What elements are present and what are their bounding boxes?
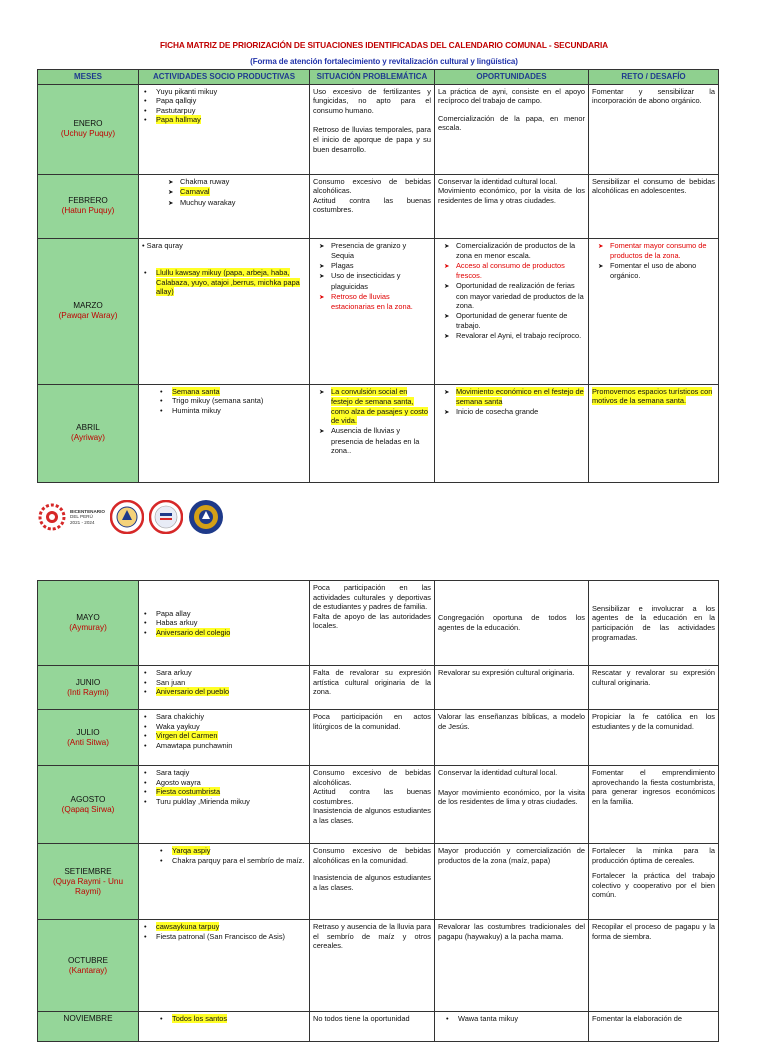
table-row	[38, 844, 719, 920]
activities-cell: • Todos los santos	[139, 1012, 310, 1042]
priority-matrix-table-part1	[37, 69, 719, 483]
challenge-cell: Sensibilizar el consumo de bebidas alcohólicas en adolescentes.	[589, 174, 719, 238]
problem-cell: ➤ Presencia de granizo y Sequia ➤ Plagas ➤ Uso de insecticidas y plaguicidas ➤ Retroso de lluvias estacionarias en la zona.	[310, 238, 435, 384]
problem-cell: Poca participación en las actividades culturales y deportivas de estudiantes y padres de familia. Falta de apoyo de las autoridades locales.	[310, 581, 435, 666]
table-row	[38, 1012, 719, 1042]
opportunities-cell: Revalorar su expresión cultural originaria.	[435, 666, 589, 710]
opportunities-cell: Conservar la identidad cultural local. Mayor movimiento económico, por la visita de los residentes de lima y otras ciudades.	[435, 766, 589, 844]
month-cell: AGOSTO (Qapaq Sirwa)	[38, 766, 139, 844]
table-row	[38, 238, 719, 384]
opportunities-cell: ➤ Comercialización de productos de la zona en menor escala. ➤ Acceso al consumo de productos frescos. ➤ Oportunidad de realización de ferias con mayor variedad de productos de la zona. ➤ Oportunidad de generar fuente de trabajo. ➤ Revalorar el Ayni, el trabajo recíproco.	[435, 238, 589, 384]
opportunities-cell: Congregación oportuna de todos los agentes de la educación.	[435, 581, 589, 666]
opportunities-cell: ➤ Movimiento económico en el festejo de semana santa ➤ Inicio de cosecha grande	[435, 384, 589, 482]
month-cell: ABRIL (Ayriway)	[38, 384, 139, 482]
month-cell: MAYO (Aymuray)	[38, 581, 139, 666]
month-cell: JULIO (Anti Sitwa)	[38, 710, 139, 766]
column-header-problem: SITUACIÓN PROBLEMÁTICA	[310, 70, 435, 85]
problem-cell: Consumo excesivo de bebidas alcohólicas. Actitud contra las buenas costumbres.	[310, 174, 435, 238]
opportunities-cell: Valorar las enseñanzas bíblicas, a modelo de Jesús.	[435, 710, 589, 766]
opportunities-cell: Conservar la identidad cultural local. Movimiento económico, por la visita de los residentes de lima y otras ciudades.	[435, 174, 589, 238]
activities-cell: • Semana santa • Trigo mikuy (semana santa) • Huminta mikuy	[139, 384, 310, 482]
month-cell: SETIEMBRE (Quya Raymi - Unu Raymi)	[38, 844, 139, 920]
column-header-months: MESES	[38, 70, 139, 85]
month-cell: NOVIEMBRE	[38, 1012, 139, 1042]
table-row	[38, 920, 719, 1012]
challenge-cell: Fomentar y sensibilizar la incorporación de abono orgánico.	[589, 84, 719, 174]
month-cell: ENERO (Uchuy Puquy)	[38, 84, 139, 174]
column-header-challenge: RETO / DESAFÍO	[589, 70, 719, 85]
table-row	[38, 710, 719, 766]
activities-cell: • Papa allay • Habas arkuy • Aniversario del colegio	[139, 581, 310, 666]
month-cell: MARZO (Pawqar Waray)	[38, 238, 139, 384]
challenge-cell: Promovemos espacios turísticos con motivos de la semana santa.	[589, 384, 719, 482]
bicentenario-text: BICENTENARIO DEL PERÚ 2021 - 2024	[70, 508, 105, 525]
table-row	[38, 384, 719, 482]
intercultural-education-icon	[149, 500, 183, 534]
activities-cell: • Sara quray • Llullu kawsay mikuy (papa, arbeja, haba, Calabaza, yuyo, atajoi ,berrus, michka papa allay)	[139, 238, 310, 384]
challenge-cell: Recopilar el proceso de pagapu y la forma de siembra.	[589, 920, 719, 1012]
month-cell: JUNIO (Inti Raymi)	[38, 666, 139, 710]
table-row	[38, 84, 719, 174]
problem-cell: Retraso y ausencia de la lluvia para el sembrío de maíz y otros cereales.	[310, 920, 435, 1012]
problem-cell: No todos tiene la oportunidad	[310, 1012, 435, 1042]
activities-cell: • Sara taqiy • Agosto wayra • Fiesta costumbrista • Turu pukllay ,Mirienda mikuy	[139, 766, 310, 844]
problem-cell: ➤ La convulsión social en festejo de semana santa, como alza de pasajes y costo de vida. ➤ Ausencia de lluvias y presencia de heladas en la zona..	[310, 384, 435, 482]
priority-matrix-table-part2	[37, 580, 719, 1042]
challenge-cell: Sensibilizar e involucrar a los agentes de la educación en la participación de las actividades programadas.	[589, 581, 719, 666]
challenge-cell: Fomentar el emprendimiento aprovechando la fiesta costumbrista, para generar ingresos económicos en la familia.	[589, 766, 719, 844]
challenge-cell: Fomentar la elaboración de	[589, 1012, 719, 1042]
problem-cell: Uso excesivo de fertilizantes y fungicidas, no apto para el consumo humano. Retroso de lluvias temporales, para el inicio de aporque de papa y su buen desarrollo.	[310, 84, 435, 174]
bicentenario-icon	[37, 502, 67, 532]
challenge-cell: Propiciar la fe católica en los estudiantes y de la comunidad.	[589, 710, 719, 766]
challenge-cell: ➤ Fomentar mayor consumo de productos de la zona. ➤ Fomentar el uso de abono orgánico.	[589, 238, 719, 384]
column-header-opportunities: OPORTUNIDADES	[435, 70, 589, 85]
activities-cell: • Yarqa aspiy • Chakra parquy para el sembrío de maíz.	[139, 844, 310, 920]
problem-cell: Consumo excesivo de bebidas alcohólicas en la comunidad. Inasistencia de algunos estudiantes a las clases.	[310, 844, 435, 920]
table-row	[38, 581, 719, 666]
activities-cell: ➤ Chakma ruway ➤ Carnaval ➤ Muchuy warakay	[139, 174, 310, 238]
month-cell: OCTUBRE (Kantaray)	[38, 920, 139, 1012]
challenge-cell: Rescatar y revalorar su expresión cultural originaria.	[589, 666, 719, 710]
table-row	[38, 666, 719, 710]
institution-shield-icon	[188, 499, 224, 535]
bicentenario-logo	[37, 502, 105, 532]
opportunities-cell: Revalorar las costumbres tradicionales del pagapu (haywakuy) a la pacha mama.	[435, 920, 589, 1012]
column-header-activities: ACTIVIDADES SOCIO PRODUCTIVAS	[139, 70, 310, 85]
problem-cell: Falta de revalorar su expresión artística cultural originaria de la zona.	[310, 666, 435, 710]
opportunities-cell: La práctica de ayni, consiste en el apoyo recíproco del trabajo de campo. Comercialización de la papa, en menor escala.	[435, 84, 589, 174]
activities-cell: • cawsaykuna tarpuy • Fiesta patronal (San Francisco de Asis)	[139, 920, 310, 1012]
activities-cell: • Sara arkuy • San juan • Aniversario del pueblo	[139, 666, 310, 710]
opportunities-cell: Mayor producción y comercialización de productos de la zona (maíz, papa)	[435, 844, 589, 920]
activities-cell: • Yuyu pikanti mikuy • Papa qallqiy • Pastutarpuy • Papa hallmay	[139, 84, 310, 174]
logos-strip	[37, 497, 224, 537]
opportunities-cell: • Wawa tanta mikuy	[435, 1012, 589, 1042]
table-row	[38, 174, 719, 238]
challenge-cell: Fortalecer la minka para la producción óptima de cereales. Fortalecer la práctica del trabajo colectivo y cooperativo por el bien común.	[589, 844, 719, 920]
document-title: FICHA MATRIZ DE PRIORIZACIÓN DE SITUACIONES IDENTIFICADAS DEL CALENDARIO COMUNAL - SECUNDARIA	[159, 40, 609, 50]
month-cell: FEBRERO (Hatun Puquy)	[38, 174, 139, 238]
table-row	[38, 766, 719, 844]
problem-cell: Poca participación en actos litúrgicos de la comunidad.	[310, 710, 435, 766]
activities-cell: • Sara chakichiy • Waka yaykuy • Virgen del Carmen • Amawtapa punchawnin	[139, 710, 310, 766]
problem-cell: Consumo excesivo de bebidas alcohólicas. Actitud contra las buenas costumbres. Inasistencia de algunos estudiantes a las clases.	[310, 766, 435, 844]
document-subtitle: (Forma de atención fortalecimiento y revitalización cultural y lingüística)	[250, 57, 518, 66]
table-header-row	[38, 70, 719, 85]
school-seal-icon	[110, 500, 144, 534]
